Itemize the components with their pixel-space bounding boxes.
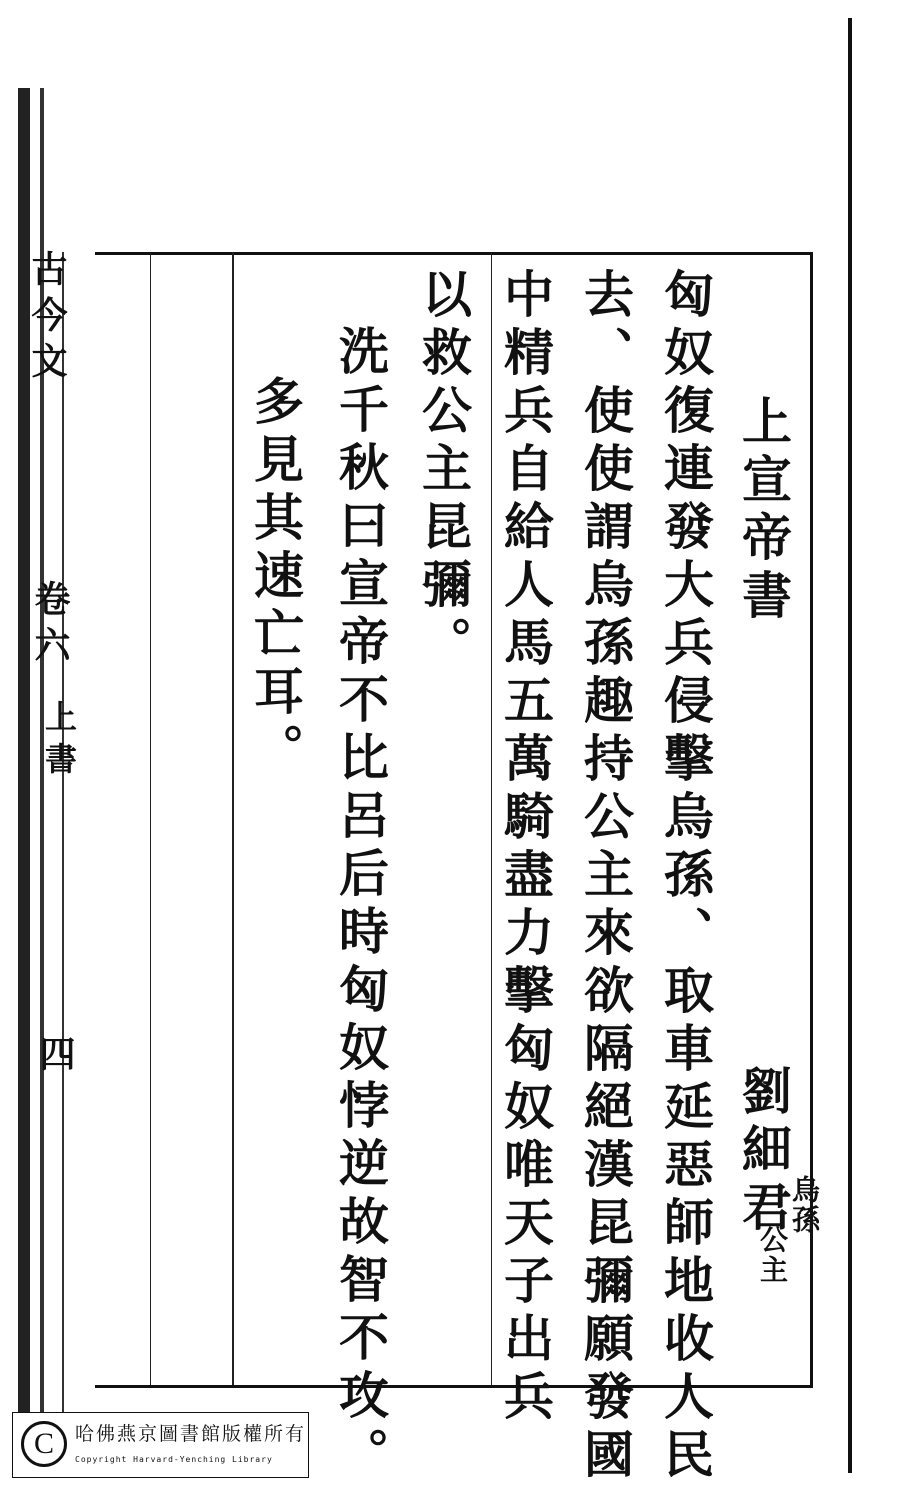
copyright-cn: 哈佛燕京圖書館版權所有 (75, 1423, 307, 1445)
document-heading: 上宣帝書 (734, 395, 793, 627)
commentary-column: 洗千秋曰宣帝不比呂后時匈奴悖逆故智不攻。 (331, 325, 390, 1485)
margin-section: 上書 (40, 700, 78, 784)
margin-rule (62, 252, 64, 1412)
author-note-2: 公主 (756, 1225, 789, 1285)
page-outer-border (848, 18, 852, 1473)
spine-title: 古今文 (26, 250, 68, 388)
text-column: 去、使使謂烏孫趣持公主來欲隔絕漢昆彌願發國 (576, 268, 635, 1486)
column-rule (491, 252, 492, 1385)
text-column: 中精兵自給人馬五萬騎盡力擊匈奴唯天子出兵 (496, 268, 555, 1428)
copyright-icon: C (21, 1421, 67, 1467)
commentary-column: 多見其速亡耳。 (246, 375, 305, 781)
column-rule (232, 252, 234, 1385)
author-note-1: 烏孫 (788, 1175, 821, 1235)
column-rule (150, 252, 151, 1385)
margin-page-mark: 四 (34, 1035, 76, 1081)
author-name: 劉細君 (734, 1065, 793, 1239)
copyright-en: Copyright Harvard-Yenching Library (75, 1455, 273, 1464)
text-column: 以救公主昆彌。 (414, 268, 473, 674)
copyright-stamp (12, 1412, 309, 1478)
text-column: 匈奴復連發大兵侵擊烏孫、取車延惡師地收人民 (656, 268, 715, 1486)
margin-volume: 卷六 (29, 580, 71, 672)
